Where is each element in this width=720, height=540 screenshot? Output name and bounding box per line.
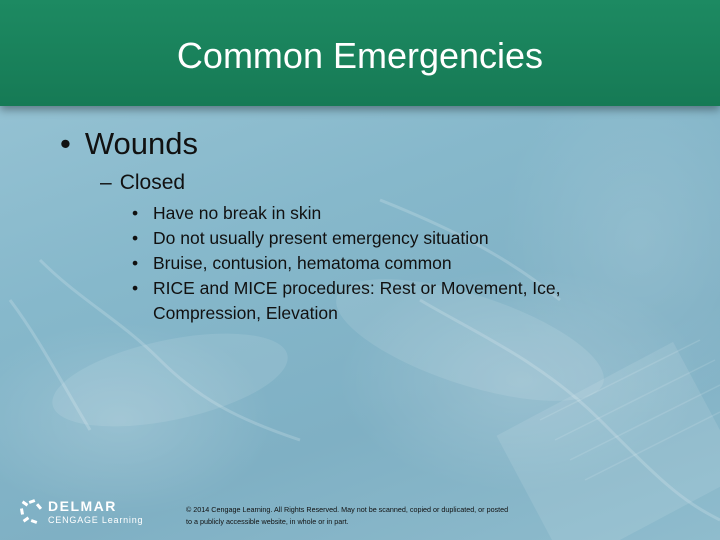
bullet-level1: [60, 124, 198, 164]
bullet-level2-text: Closed: [119, 171, 186, 194]
list-item: [132, 251, 652, 276]
list-item-text: RICE and MICE procedures: Rest or Movement, Ice, Compression, Elevation: [153, 278, 561, 323]
title-bar: [0, 0, 720, 106]
copyright-notice: © 2014 Cengage Learning. All Rights Reserved. May not be scanned, copied or duplicated, or posted to a publicly accessible website, in whole or in part.: [186, 505, 509, 526]
delmar-logo-icon: [18, 499, 44, 525]
list-item-text: Do not usually present emergency situation: [153, 228, 489, 248]
slide-title: Common Emergencies: [176, 35, 544, 76]
bullet-level1-text: Wounds: [84, 126, 199, 161]
publisher-logo: [18, 497, 158, 531]
list-item: [132, 226, 652, 251]
bullet-marker: •: [132, 203, 139, 223]
list-item-text: Have no break in skin: [153, 203, 322, 223]
bullet-marker: •: [60, 126, 71, 161]
logo-line2: CENGAGE Learning: [48, 515, 144, 525]
dash-marker: –: [100, 171, 112, 194]
list-item: [132, 201, 652, 226]
bullet-level2: [100, 169, 185, 197]
bullet-marker: •: [132, 278, 139, 298]
bullet-list-level3: [132, 201, 652, 326]
bullet-marker: •: [132, 228, 139, 248]
logo-line1: DELMAR: [48, 498, 117, 514]
bullet-marker: •: [132, 253, 139, 273]
list-item: [132, 276, 652, 326]
list-item-text: Bruise, contusion, hematoma common: [153, 253, 452, 273]
